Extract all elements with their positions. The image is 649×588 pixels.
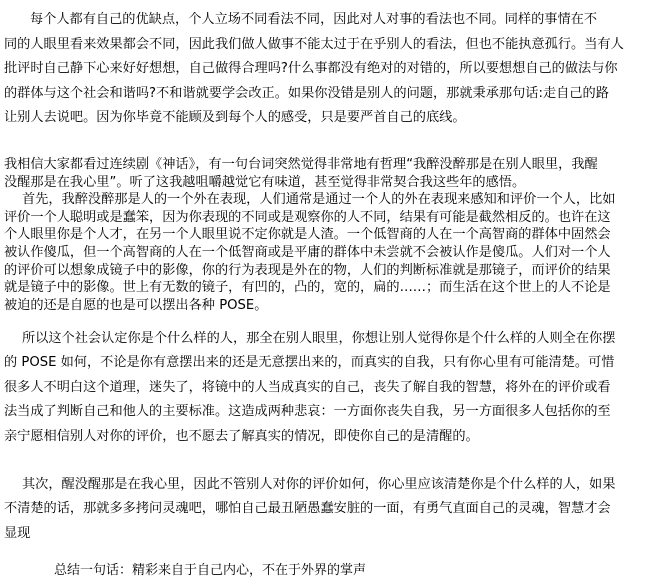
paragraph-shenhua-quote bbox=[4, 156, 644, 314]
text-line: 每个人都有自己的优缺点，个人立场不同看法不同，因此对人对事的看法也不同。同样的事情在不 bbox=[30, 12, 598, 27]
text-line: 其次，醒没醒那是在我心里，因此不管别人对你的评价如何，你心里应该清楚你是个什么样的人，如果 bbox=[22, 477, 616, 492]
text-line: 我相信大家都看过连续剧《神话》，有一句台词突然觉得非常地有哲理“我醉没醉那是在别人眼里，我醒 bbox=[4, 157, 598, 172]
text-line: 显现 bbox=[4, 525, 31, 541]
text-line: 被认作傻瓜，但一个高智商的人在一个低智商或是平庸的群体中未尝就不会被认作是傻瓜。人们对一个人 bbox=[4, 244, 611, 260]
text-line: 所以这个社会认定你是个什么样的人，那全在别人眼里，你想让别人觉得你是个什么样的人则全在你摆 bbox=[22, 331, 616, 346]
summary-line: 总结一句话：精彩来自于自己内心，不在于外界的掌声 bbox=[54, 563, 367, 578]
paragraph-pose bbox=[4, 327, 644, 449]
text-line: 批评时自己静下心来好好想想，自己做得合理吗?什么事都没有绝对的对错的，所以要想想自己的做法与你 bbox=[4, 61, 618, 76]
text-line: 同的人眼里看来效果都会不同，因此我们做人做事不能太过于在乎别人的看法，但也不能执意孤行。当有人 bbox=[4, 36, 624, 52]
text-line: 不清楚的话，那就多多拷问灵魂吧，哪怕自己最丑陋愚蠢安脏的一面，有勇气直面自己的灵魂，智慧才会 bbox=[4, 501, 611, 517]
text-line: 个人眼里你是个人才，在另一个人眼里说不定你就是人渣。一个低智商的人在一个高智商的群体中固然会 bbox=[4, 227, 611, 243]
paragraph-opinions bbox=[4, 8, 644, 131]
text-line: 的 POSE 如何，不论是你有意摆出来的还是无意摆出来的，而真实的自我，只有你心里有可能清楚。可惜 bbox=[4, 355, 615, 371]
text-line: 就是镜子中的影像。世上有无数的镜子，有凹的，凸的，宽的，扁的……；而生活在这个世上的人不论是 bbox=[4, 280, 611, 296]
text-line: 首先，我醉没醉那是人的一个外在表现，人们通常是通过一个人的外在表现来感知和评价一个人，比如 bbox=[22, 192, 616, 208]
text-line: 被迫的还是自愿的也是可以摆出各种 POSE。 bbox=[4, 297, 268, 313]
text-line: 的群体与这个社会和谐吗?不和谐就要学会改正。如果你没错是别人的问题，那就秉承那句话:走自己的路 bbox=[4, 85, 609, 101]
text-line: 没醒那是在我心里”。听了这我越咀嚼越觉它有味道，甚至觉得非常契合我这些年的感悟。 bbox=[4, 174, 526, 190]
text-line: 法当成了判断自己和他人的主要标准。这造成两种悲哀：一方面你丧失自我，另一方面很多人包括你的至 bbox=[4, 404, 611, 420]
text-line: 让别人去说吧。因为你毕竟不能顾及到每个人的感受，只是要严首自己的底线。 bbox=[4, 110, 466, 125]
text-line: 很多人不明白这个道理，迷失了，将镜中的人当成真实的自己，丧失了解自我的智慧，将外在的评价或看 bbox=[4, 379, 611, 395]
paragraph-soul bbox=[4, 473, 644, 546]
text-line: 亲宁愿相信别人对你的评价，也不愿去了解真实的情况，即使你自己的是清醒的。 bbox=[4, 428, 479, 444]
text-line: 评价一个人聪明或是蠢笨，因为你表现的不同或是观察你的人不同，结果有可能是截然相反的。也许在这 bbox=[4, 209, 611, 225]
text-line: 的评价可以想象成镜子中的影像，你的行为表现是外在的物，人们的判断标准就是那镜子，而评价的结果 bbox=[4, 262, 611, 278]
